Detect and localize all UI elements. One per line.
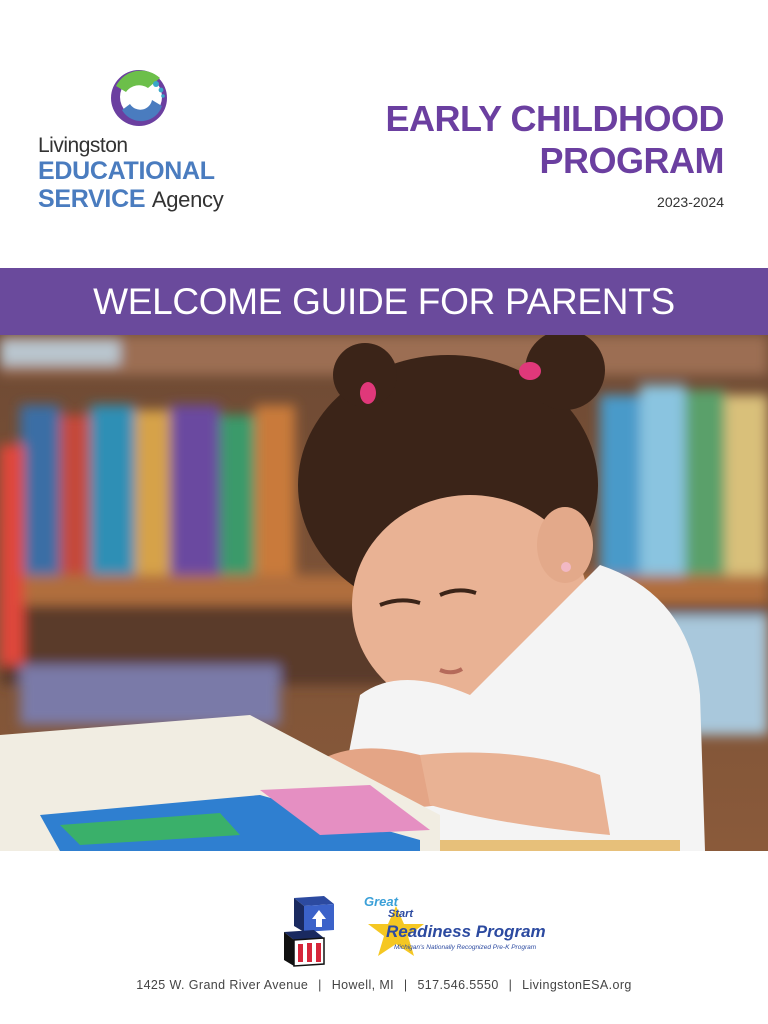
address-city: Howell, MI (331, 978, 395, 992)
address-website-link[interactable]: LivingstonESA.org (522, 978, 632, 992)
start-text: Start (388, 908, 414, 920)
livingston-esa-logo (38, 66, 258, 226)
title-line-2: PROGRAM (539, 140, 724, 181)
program-title (385, 98, 724, 210)
readiness-program-title: Readiness Program (386, 922, 546, 941)
alphabet-blocks-icon (280, 892, 342, 968)
logo-text-agency: Agency (151, 187, 224, 212)
logo-text-service-agency (38, 185, 223, 214)
great-text: Great (364, 894, 398, 909)
title-line-1: EARLY CHILDHOOD (385, 98, 724, 139)
logo-text-service: SERVICE (38, 185, 146, 213)
address-phone: 517.546.5550 (417, 978, 499, 992)
child-reading-photo (0, 335, 768, 851)
child-reading-illustration (0, 335, 768, 851)
swirl-logo-icon (108, 66, 170, 130)
great-start-readiness-logo (358, 894, 548, 968)
logo-text-livingston: Livingston (38, 134, 128, 157)
readiness-program-subtitle: Michigan's Nationally Recognized Pre-K Program (394, 944, 537, 951)
address-street: 1425 W. Grand River Avenue (136, 978, 309, 992)
address-separator: | (403, 978, 408, 992)
program-year: 2023-2024 (657, 194, 724, 210)
welcome-banner (0, 268, 768, 335)
address-separator: | (508, 978, 513, 992)
address-separator: | (318, 978, 322, 992)
banner-title: WELCOME GUIDE FOR PARENTS (93, 280, 675, 322)
logo-text-educational: EDUCATIONAL (38, 157, 215, 185)
contact-address-line (0, 978, 768, 992)
footer-logos (280, 890, 550, 972)
